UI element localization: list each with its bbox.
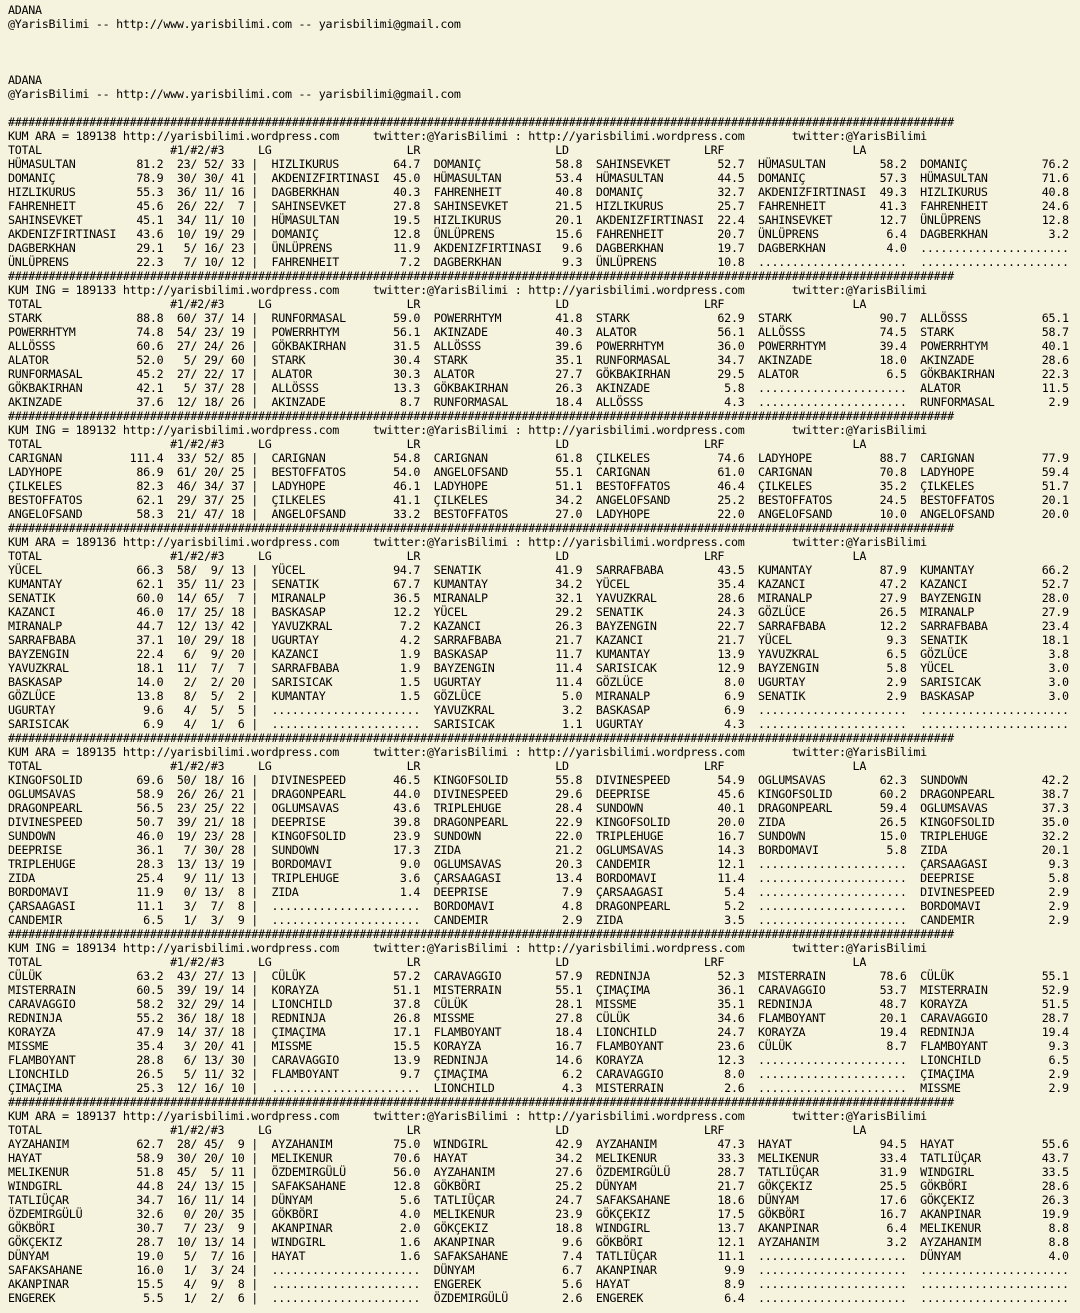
report-line: DOMANIÇ 78.9 30/ 30/ 41 | AKDENIZFIRTINASI 45.0 HÜMASULTAN 53.4 HÜMASULTAN 44.5 DOMANIÇ 57.3 HÜMASULTAN 71.6 xyxy=(8,171,1069,185)
report-line: SAFAKSAHANE 16.0 1/ 3/ 24 | ...................... DÜNYAM 6.7 AKANPINAR 9.9 ...................... ...................... xyxy=(8,1263,1069,1277)
report-line: CÜLÜK 63.2 43/ 27/ 13 | CÜLÜK 57.2 CARAVAGGIO 57.9 REDNINJA 52.3 MISTERRAIN 78.6 CÜLÜK 55.1 xyxy=(8,969,1069,983)
race-header-line: KUM ARA = 189135 http://yarisbilimi.wordpress.com twitter:@YarisBilimi : http://yarisbilimi.wordpress.com twitter:@YarisBilimi xyxy=(8,745,927,759)
report-line: DEEPRISE 36.1 7/ 30/ 28 | SUNDOWN 17.3 ZIDA 21.2 OGLUMSAVAS 14.3 BORDOMAVI 5.8 ZIDA 20.1 xyxy=(8,843,1069,857)
report-line: KORAYZA 47.9 14/ 37/ 18 | ÇIMAÇIMA 17.1 FLAMBOYANT 18.4 LIONCHILD 24.7 KORAYZA 19.4 REDNINJA 19.4 xyxy=(8,1025,1069,1039)
report-line: AKANPINAR 15.5 4/ 9/ 8 | ...................... ENGEREK 5.6 HAYAT 8.9 ...................... ...................... xyxy=(8,1277,1069,1291)
race-header-line: KUM ARA = 189138 http://yarisbilimi.wordpress.com twitter:@YarisBilimi : http://yarisbilimi.wordpress.com twitter:@YarisBilimi xyxy=(8,129,927,143)
report-line: KINGOFSOLID 69.6 50/ 18/ 16 | DIVINESPEED 46.5 KINGOFSOLID 55.8 DIVINESPEED 54.9 OGLUMSAVAS 62.3 SUNDOWN 42.2 xyxy=(8,773,1069,787)
report-line: HAYAT 58.9 30/ 20/ 10 | MELIKENUR 70.6 HAYAT 34.2 MELIKENUR 33.3 MELIKENUR 33.4 TATLIÜÇAR 43.7 xyxy=(8,1151,1069,1165)
report-line: CANDEMIR 6.5 1/ 3/ 9 | ...................... CANDEMIR 2.9 ZIDA 3.5 ...................... CANDEMIR 2.9 xyxy=(8,913,1069,927)
report-line: MELIKENUR 51.8 45/ 5/ 11 | ÖZDEMIRGÜLÜ 56.0 AYZAHANIM 27.6 ÖZDEMIRGÜLÜ 28.7 TATLIÜÇAR 31.9 WINDGIRL 33.5 xyxy=(8,1165,1069,1179)
report-line: GÖKÇEKIZ 28.7 10/ 13/ 14 | WINDGIRL 1.6 AKANPINAR 9.6 GÖKBÖRI 12.1 AYZAHANIM 3.2 AYZAHANIM 8.8 xyxy=(8,1235,1069,1249)
column-header-line: TOTAL #1/#2/#3 LG LR LD LRF LA xyxy=(8,955,867,969)
report-line: SENATIK 60.0 14/ 65/ 7 | MIRANALP 36.5 MIRANALP 32.1 YAVUZKRAL 28.6 MIRANALP 27.9 BAYZENGIN 28.0 xyxy=(8,591,1069,605)
section-separator: ############################################################################################################################################ xyxy=(8,1095,954,1109)
race-header-line: KUM ARA = 189136 http://yarisbilimi.wordpress.com twitter:@YarisBilimi : http://yarisbilimi.wordpress.com twitter:@YarisBilimi xyxy=(8,535,927,549)
report-line: GÖZLÜCE 13.8 8/ 5/ 2 | KUMANTAY 1.5 GÖZLÜCE 5.0 MIRANALP 6.9 SENATIK 2.9 BASKASAP 3.0 xyxy=(8,689,1069,703)
header-contact-repeat: @YarisBilimi -- http://www.yarisbilimi.com -- yarisbilimi@gmail.com xyxy=(8,87,461,101)
report-line: REDNINJA 55.2 36/ 18/ 18 | REDNINJA 26.8 MISSME 27.8 CÜLÜK 34.6 FLAMBOYANT 20.1 CARAVAGGIO 28.7 xyxy=(8,1011,1069,1025)
column-header-line: TOTAL #1/#2/#3 LG LR LD LRF LA xyxy=(8,437,867,451)
report-line: ÇILKELES 82.3 46/ 34/ 37 | LADYHOPE 46.1 LADYHOPE 51.1 BESTOFFATOS 46.4 ÇILKELES 35.2 ÇILKELES 51.7 xyxy=(8,479,1069,493)
report-line: AKINZADE 37.6 12/ 18/ 26 | AKINZADE 8.7 RUNFORMASAL 18.4 ALLÖSSS 4.3 ...................... RUNFORMASAL 2.9 xyxy=(8,395,1069,409)
report-line: DRAGONPEARL 56.5 23/ 25/ 22 | OGLUMSAVAS 43.6 TRIPLEHUGE 28.4 SUNDOWN 40.1 DRAGONPEARL 59.4 OGLUMSAVAS 37.3 xyxy=(8,801,1069,815)
column-header-line: TOTAL #1/#2/#3 LG LR LD LRF LA xyxy=(8,549,867,563)
report-line: RUNFORMASAL 45.2 27/ 22/ 17 | ALATOR 30.3 ALATOR 27.7 GÖKBAKIRHAN 29.5 ALATOR 6.5 GÖKBAKIRHAN 22.3 xyxy=(8,367,1069,381)
report-line: ÖZDEMIRGÜLÜ 32.6 0/ 20/ 35 | GÖKBÖRI 4.0 MELIKENUR 23.9 GÖKÇEKIZ 17.5 GÖKBÖRI 16.7 AKANPINAR 19.9 xyxy=(8,1207,1069,1221)
report-line: ÇIMAÇIMA 25.3 12/ 16/ 10 | ...................... LIONCHILD 4.3 MISTERRAIN 2.6 ...................... MISSME 2.9 xyxy=(8,1081,1069,1095)
column-header-line: TOTAL #1/#2/#3 LG LR LD LRF LA xyxy=(8,759,867,773)
report-line: AKDENIZFIRTINASI 43.6 10/ 19/ 29 | DOMANIÇ 12.8 ÜNLÜPRENS 15.6 FAHRENHEIT 20.7 ÜNLÜPRENS 6.4 DAGBERKHAN 3.2 xyxy=(8,227,1069,241)
report-line: TATLIÜÇAR 34.7 16/ 11/ 14 | DÜNYAM 5.6 TATLIÜÇAR 24.7 SAFAKSAHANE 18.6 DÜNYAM 17.6 GÖKÇEKIZ 26.3 xyxy=(8,1193,1069,1207)
report-line: GÖKBÖRI 30.7 7/ 23/ 9 | AKANPINAR 2.0 GÖKÇEKIZ 18.8 WINDGIRL 13.7 AKANPINAR 6.4 MELIKENUR 8.8 xyxy=(8,1221,1069,1235)
report-line: MIRANALP 44.7 12/ 13/ 42 | YAVUZKRAL 7.2 KAZANCI 26.3 BAYZENGIN 22.7 SARRAFBABA 12.2 SARRAFBABA 23.4 xyxy=(8,619,1069,633)
report-line: UGURTAY 9.6 4/ 5/ 5 | ...................... YAVUZKRAL 3.2 BASKASAP 6.9 ...................... ...................... xyxy=(8,703,1069,717)
header-city: ADANA xyxy=(8,3,42,17)
race-header-line: KUM ING = 189134 http://yarisbilimi.wordpress.com twitter:@YarisBilimi : http://yarisbilimi.wordpress.com twitter:@YarisBilimi xyxy=(8,941,927,955)
column-header-line: TOTAL #1/#2/#3 LG LR LD LRF LA xyxy=(8,143,867,157)
report-lines xyxy=(8,115,1080,1305)
report-line: TRIPLEHUGE 28.3 13/ 13/ 19 | BORDOMAVI 9.0 OGLUMSAVAS 20.3 CANDEMIR 12.1 ...................... ÇARSAAGASI 9.3 xyxy=(8,857,1069,871)
report-line: ÇARSAAGASI 11.1 3/ 7/ 8 | ...................... BORDOMAVI 4.8 DRAGONPEARL 5.2 ...................... BORDOMAVI 2.9 xyxy=(8,899,1069,913)
column-header-line: TOTAL #1/#2/#3 LG LR LD LRF LA xyxy=(8,297,867,311)
report-line: ENGEREK 5.5 1/ 2/ 6 | ...................... ÖZDEMIRGÜLÜ 2.6 ENGEREK 6.4 ...................... ...................... xyxy=(8,1291,1069,1305)
report-line: HIZLIKURUS 55.3 36/ 11/ 16 | DAGBERKHAN 40.3 FAHRENHEIT 40.8 DOMANIÇ 32.7 AKDENIZFIRTINASI 49.3 HIZLIKURUS 40.8 xyxy=(8,185,1069,199)
report-line: WINDGIRL 44.8 24/ 13/ 15 | SAFAKSAHANE 12.8 GÖKBÖRI 25.2 DÜNYAM 21.7 GÖKÇEKIZ 25.5 GÖKBÖRI 28.6 xyxy=(8,1179,1069,1193)
report-line: DAGBERKHAN 29.1 5/ 16/ 23 | ÜNLÜPRENS 11.9 AKDENIZFIRTINASI 9.6 DAGBERKHAN 19.7 DAGBERKHAN 4.0 ...................... xyxy=(8,241,1069,255)
report-line: SUNDOWN 46.0 19/ 23/ 28 | KINGOFSOLID 23.9 SUNDOWN 22.0 TRIPLEHUGE 16.7 SUNDOWN 15.0 TRIPLEHUGE 32.2 xyxy=(8,829,1069,843)
report-line: LIONCHILD 26.5 5/ 11/ 32 | FLAMBOYANT 9.7 ÇIMAÇIMA 6.2 CARAVAGGIO 8.0 ...................... ÇIMAÇIMA 2.9 xyxy=(8,1067,1069,1081)
section-separator: ############################################################################################################################################ xyxy=(8,731,954,745)
report-line: ALLÖSSS 60.6 27/ 24/ 26 | GÖKBAKIRHAN 31.5 ALLÖSSS 39.6 POWERRHTYM 36.0 POWERRHTYM 39.4 POWERRHTYM 40.1 xyxy=(8,339,1069,353)
report-line: CARAVAGGIO 58.2 32/ 29/ 14 | LIONCHILD 37.8 CÜLÜK 28.1 MISSME 35.1 REDNINJA 48.7 KORAYZA 51.5 xyxy=(8,997,1069,1011)
section-separator: ############################################################################################################################################ xyxy=(8,115,954,129)
report-line: KUMANTAY 62.1 35/ 11/ 23 | SENATIK 67.7 KUMANTAY 34.2 YÜCEL 35.4 KAZANCI 47.2 KAZANCI 52.7 xyxy=(8,577,1069,591)
report-line: MISSME 35.4 3/ 20/ 41 | MISSME 15.5 KORAYZA 16.7 FLAMBOYANT 23.6 CÜLÜK 8.7 FLAMBOYANT 9.3 xyxy=(8,1039,1069,1053)
section-separator: ############################################################################################################################################ xyxy=(8,269,954,283)
report-line: CARIGNAN 111.4 33/ 52/ 85 | CARIGNAN 54.8 CARIGNAN 61.8 ÇILKELES 74.6 LADYHOPE 88.7 CARIGNAN 77.9 xyxy=(8,451,1069,465)
race-header-line: KUM ING = 189133 http://yarisbilimi.wordpress.com twitter:@YarisBilimi : http://yarisbilimi.wordpress.com twitter:@YarisBilimi xyxy=(8,283,927,297)
race-header-line: KUM ING = 189132 http://yarisbilimi.wordpress.com twitter:@YarisBilimi : http://yarisbilimi.wordpress.com twitter:@YarisBilimi xyxy=(8,423,927,437)
report-line: MISTERRAIN 60.5 39/ 19/ 14 | KORAYZA 51.1 MISTERRAIN 55.1 ÇIMAÇIMA 36.1 CARAVAGGIO 53.7 MISTERRAIN 52.9 xyxy=(8,983,1069,997)
report-line: OGLUMSAVAS 58.9 26/ 26/ 21 | DRAGONPEARL 44.0 DIVINESPEED 29.6 DEEPRISE 45.6 KINGOFSOLID 60.2 DRAGONPEARL 38.7 xyxy=(8,787,1069,801)
report-line: FAHRENHEIT 45.6 26/ 22/ 7 | SAHINSEVKET 27.8 SAHINSEVKET 21.5 HIZLIKURUS 25.7 FAHRENHEIT 41.3 FAHRENHEIT 24.6 xyxy=(8,199,1069,213)
report-line: ANGELOFSAND 58.3 21/ 47/ 18 | ANGELOFSAND 33.2 BESTOFFATOS 27.0 LADYHOPE 22.0 ANGELOFSAND 10.0 ANGELOFSAND 20.0 xyxy=(8,507,1069,521)
report-line: BASKASAP 14.0 2/ 2/ 20 | SARISICAK 1.5 UGURTAY 11.4 GÖZLÜCE 8.0 UGURTAY 2.9 SARISICAK 3.0 xyxy=(8,675,1069,689)
report-line: POWERRHTYM 74.8 54/ 23/ 19 | POWERRHTYM 56.1 AKINZADE 40.3 ALATOR 56.1 ALLÖSSS 74.5 STARK 58.7 xyxy=(8,325,1069,339)
section-separator: ############################################################################################################################################ xyxy=(8,927,954,941)
header-contact: @YarisBilimi -- http://www.yarisbilimi.com -- yarisbilimi@gmail.com xyxy=(8,17,461,31)
report-line: STARK 88.8 60/ 37/ 14 | RUNFORMASAL 59.0 POWERRHTYM 41.8 STARK 62.9 STARK 90.7 ALLÖSSS 65.1 xyxy=(8,311,1069,325)
report-line: YÜCEL 66.3 58/ 9/ 13 | YÜCEL 94.7 SENATIK 41.9 SARRAFBABA 43.5 KUMANTAY 87.9 KUMANTAY 66.2 xyxy=(8,563,1069,577)
header-city-repeat: ADANA xyxy=(8,73,42,87)
report-line: SAHINSEVKET 45.1 34/ 11/ 10 | HÜMASULTAN 19.5 HIZLIKURUS 20.1 AKDENIZFIRTINASI 22.4 SAHINSEVKET 12.7 ÜNLÜPRENS 12.8 xyxy=(8,213,1069,227)
report-line: DÜNYAM 19.0 5/ 7/ 16 | HAYAT 1.6 SAFAKSAHANE 7.4 TATLIÜÇAR 11.1 ...................... DÜNYAM 4.0 xyxy=(8,1249,1069,1263)
report-line: FLAMBOYANT 28.8 6/ 13/ 30 | CARAVAGGIO 13.9 REDNINJA 14.6 KORAYZA 12.3 ...................... LIONCHILD 6.5 xyxy=(8,1053,1069,1067)
report-line: LADYHOPE 86.9 61/ 20/ 25 | BESTOFFATOS 54.0 ANGELOFSAND 55.1 CARIGNAN 61.0 CARIGNAN 70.8 LADYHOPE 59.4 xyxy=(8,465,1069,479)
report-line: SARRAFBABA 37.1 10/ 29/ 18 | UGURTAY 4.2 SARRAFBABA 21.7 KAZANCI 21.7 YÜCEL 9.3 SENATIK 18.1 xyxy=(8,633,1069,647)
report-line: GÖKBAKIRHAN 42.1 5/ 37/ 28 | ALLÖSSS 13.3 GÖKBAKIRHAN 26.3 AKINZADE 5.8 ...................... ALATOR 11.5 xyxy=(8,381,1069,395)
race-header-line: KUM ARA = 189137 http://yarisbilimi.wordpress.com twitter:@YarisBilimi : http://yarisbilimi.wordpress.com twitter:@YarisBilimi xyxy=(8,1109,927,1123)
report-line: DIVINESPEED 50.7 39/ 21/ 18 | DEEPRISE 39.8 DRAGONPEARL 22.9 KINGOFSOLID 20.0 ZIDA 26.5 KINGOFSOLID 35.0 xyxy=(8,815,1069,829)
report-line: ALATOR 52.0 5/ 29/ 60 | STARK 30.4 STARK 35.1 RUNFORMASAL 34.7 AKINZADE 18.0 AKINZADE 28.6 xyxy=(8,353,1069,367)
report-line: SARISICAK 6.9 4/ 1/ 6 | ...................... SARISICAK 1.1 UGURTAY 4.3 ...................... ...................... xyxy=(8,717,1069,731)
section-separator: ############################################################################################################################################ xyxy=(8,521,954,535)
column-header-line: TOTAL #1/#2/#3 LG LR LD LRF LA xyxy=(8,1123,867,1137)
report-line: ZIDA 25.4 9/ 11/ 13 | TRIPLEHUGE 3.6 ÇARSAAGASI 13.4 BORDOMAVI 11.4 ...................... DEEPRISE 5.8 xyxy=(8,871,1069,885)
report-line: HÜMASULTAN 81.2 23/ 52/ 33 | HIZLIKURUS 64.7 DOMANIÇ 58.8 SAHINSEVKET 52.7 HÜMASULTAN 58.2 DOMANIÇ 76.2 xyxy=(8,157,1069,171)
report-line: KAZANCI 46.0 17/ 25/ 18 | BASKASAP 12.2 YÜCEL 29.2 SENATIK 24.3 GÖZLÜCE 26.5 MIRANALP 27.9 xyxy=(8,605,1069,619)
report-line: BESTOFFATOS 62.1 29/ 37/ 25 | ÇILKELES 41.1 ÇILKELES 34.2 ANGELOFSAND 25.2 BESTOFFATOS 24.5 BESTOFFATOS 20.1 xyxy=(8,493,1069,507)
report-line: BAYZENGIN 22.4 6/ 9/ 20 | KAZANCI 1.9 BASKASAP 11.7 KUMANTAY 13.9 YAVUZKRAL 6.5 GÖZLÜCE 3.8 xyxy=(8,647,1069,661)
section-separator: ############################################################################################################################################ xyxy=(8,409,954,423)
report-line: BORDOMAVI 11.9 0/ 13/ 8 | ZIDA 1.4 DEEPRISE 7.9 ÇARSAAGASI 5.4 ...................... DIVINESPEED 2.9 xyxy=(8,885,1069,899)
report-line: ÜNLÜPRENS 22.3 7/ 10/ 12 | FAHRENHEIT 7.2 DAGBERKHAN 9.3 ÜNLÜPRENS 10.8 ...................... ...................... xyxy=(8,255,1069,269)
report-line: YAVUZKRAL 18.1 11/ 7/ 7 | SARRAFBABA 1.9 BAYZENGIN 11.4 SARISICAK 12.9 BAYZENGIN 5.8 YÜCEL 3.0 xyxy=(8,661,1069,675)
report-line: AYZAHANIM 62.7 28/ 45/ 9 | AYZAHANIM 75.0 WINDGIRL 42.9 AYZAHANIM 47.3 HAYAT 94.5 HAYAT 55.6 xyxy=(8,1137,1069,1151)
